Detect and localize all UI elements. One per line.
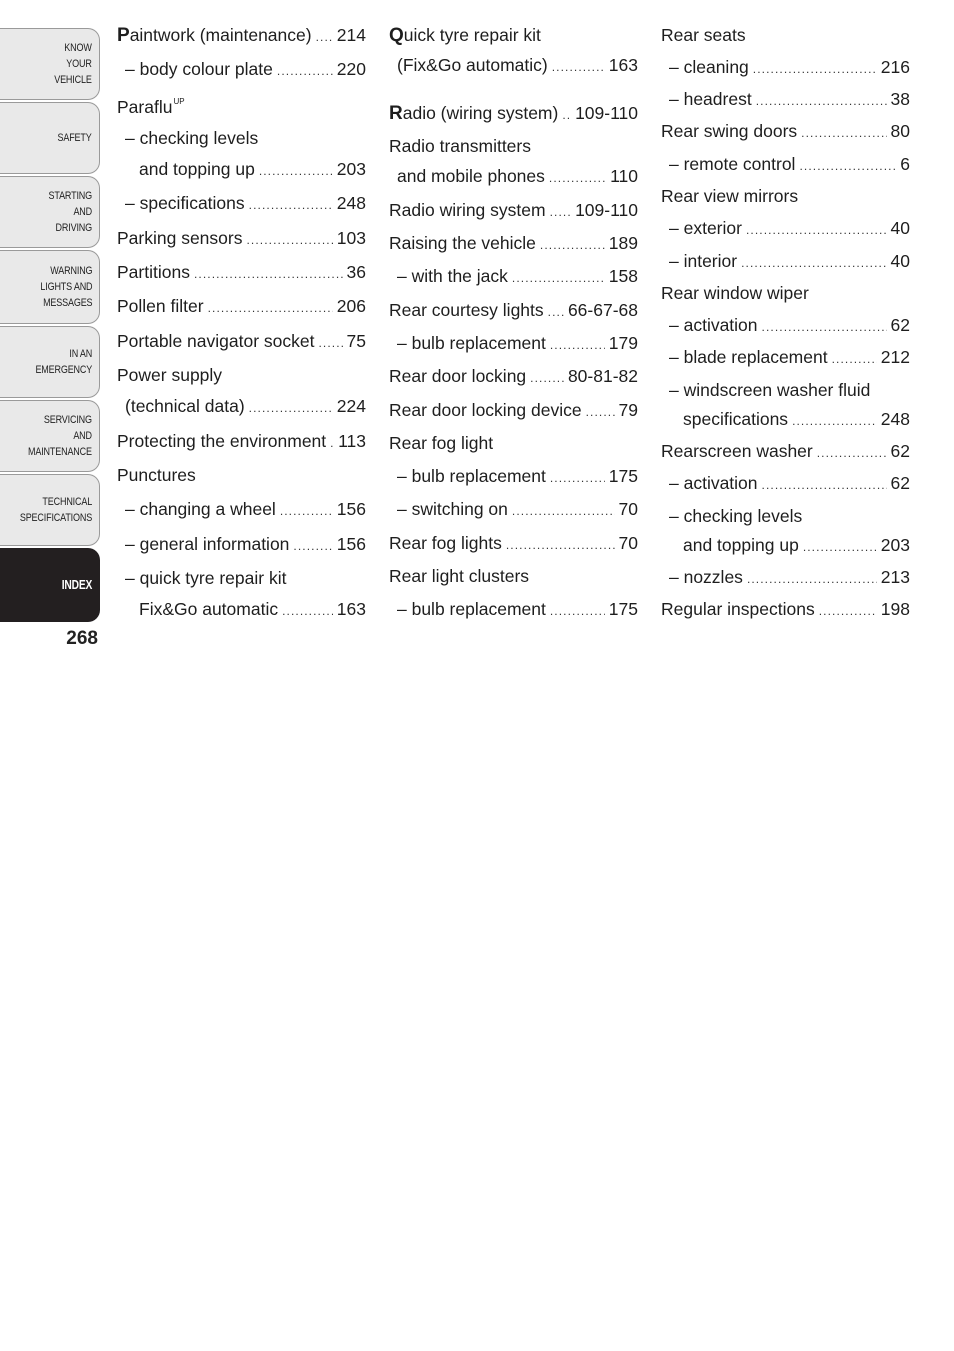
entry-text [125,127,258,149]
entry-label: Power supply [117,365,223,385]
entry-text [389,365,526,387]
tab-servicing[interactable] [0,400,100,472]
entry-label: Rear door locking [389,366,527,386]
entry-label: – nozzles [669,567,743,587]
entry-text [397,54,548,76]
tab-starting-and-driving[interactable] [0,176,100,248]
index-entry[interactable] [669,566,910,588]
entry-text [669,472,758,494]
entry-text [397,165,545,187]
entry-text [117,330,314,352]
dot-leader [249,397,333,419]
index-entry[interactable] [389,232,638,254]
entry-label: Raising the vehicle [389,233,536,253]
tab-label: KNOW YOUR VEHICLE [54,42,92,86]
entry-text [683,534,799,556]
dot-leader [747,568,877,590]
dot-leader [549,167,606,189]
index-entry[interactable] [661,185,910,207]
entry-text [397,332,546,354]
page-ref: 158 [608,266,638,286]
dot-leader [552,56,605,78]
entry-label: Radio wiring system [389,200,546,220]
entry-label: Rear seats [661,25,746,45]
index-entry[interactable] [389,135,638,157]
dot-leader [799,155,896,177]
page-ref: 248 [336,193,366,213]
dot-leader [512,267,605,289]
entry-text [669,505,802,527]
dot-leader [318,332,342,354]
section-initial: R [389,103,403,124]
entry-label: uick tyre repair kit [403,25,541,45]
entry-label: (technical data) [125,396,245,416]
page-ref: 70 [618,499,638,519]
dot-leader [293,535,332,557]
entry-text [397,598,546,620]
tab-index[interactable] [0,548,100,622]
page-ref: 248 [880,409,910,429]
index-entry[interactable] [117,227,366,249]
dot-leader [530,367,564,389]
dot-leader [803,536,877,558]
entry-text [389,532,502,554]
page-ref: 216 [880,57,910,77]
entry-text [389,102,558,125]
index-entry[interactable] [117,430,366,452]
index-entry[interactable] [683,408,910,430]
entry-label: – checking levels [669,506,803,526]
dot-leader [259,160,333,182]
entry-label: adio (wiring system) [402,103,559,123]
entry-text [669,314,758,336]
dot-leader [819,600,877,622]
entry-label: Protecting the environment [117,431,327,451]
page-ref: 224 [336,396,366,416]
index-entry[interactable] [389,299,638,321]
page-ref: 66-67-68 [567,300,638,320]
page-ref: 179 [608,333,638,353]
page-ref: 40 [890,251,910,271]
index-entry[interactable] [389,432,638,454]
page-ref: 212 [880,347,910,367]
dot-leader [280,500,333,522]
tab-label: WARNING LIGHTS AND MESSAGES [40,265,92,309]
entry-text [389,565,529,587]
page-ref: 80 [890,121,910,141]
dot-leader [746,219,887,241]
index-entry[interactable] [669,217,910,239]
entry-text [661,282,809,304]
page-ref: 38 [890,89,910,109]
page-ref: 62 [890,315,910,335]
dot-leader [762,316,887,338]
index-entry[interactable] [389,532,638,554]
entry-text [125,498,276,520]
dot-leader [550,600,605,622]
index-entry[interactable] [669,56,910,78]
entry-label: – cleaning [669,57,749,77]
page-ref: 163 [608,55,638,75]
entry-text [125,58,273,80]
entry-label: Rear door locking device [389,400,582,420]
entry-label: Rear view mirrors [661,186,799,206]
index-entry[interactable] [117,24,366,46]
page-ref: 175 [608,466,638,486]
entry-text [117,91,185,118]
index-entry[interactable] [661,120,910,142]
tab-in-an-emergency[interactable] [0,326,100,398]
section-initial: Q [389,25,404,46]
tab-label: SAFETY [57,132,92,144]
dot-leader [562,104,571,126]
entry-text [117,261,190,283]
index-entry[interactable] [389,102,638,124]
index-entry[interactable] [117,464,366,486]
page-ref: 62 [890,473,910,493]
page-ref: 110 [610,166,638,186]
entry-text [139,158,255,180]
index-entry[interactable] [139,158,366,180]
page-ref: 36 [346,262,366,282]
entry-text [661,24,746,46]
page-ref: 40 [890,218,910,238]
entry-label: Portable navigator socket [117,331,315,351]
entry-label: – quick tyre repair kit [125,568,287,588]
page-ref: 62 [890,441,910,461]
page-ref: 109-110 [575,103,638,123]
dot-leader [586,401,615,423]
index-entry[interactable] [139,598,366,620]
entry-label: Rear light clusters [389,566,530,586]
entry-label: and mobile phones [397,166,545,186]
entry-label: – windscreen washer fluid [669,380,871,400]
index-entry[interactable] [389,24,638,46]
entry-label: specifications [683,409,789,429]
page-ref: 70 [618,533,638,553]
entry-label: (Fix&Go automatic) [397,55,548,75]
index-entry[interactable] [669,88,910,110]
tab-label: TECHNICAL SPECIFICATIONS [19,496,92,524]
index-entry[interactable] [683,534,910,556]
page-ref: 203 [880,535,910,555]
entry-text [389,399,582,421]
entry-label: – general information [125,534,290,554]
index-entry[interactable] [125,192,366,214]
entry-text [139,598,278,620]
entry-text [661,185,798,207]
dot-leader [550,201,571,223]
page-ref: 80-81-82 [567,366,638,386]
dot-leader [540,234,605,256]
entry-text [669,250,737,272]
index-entry[interactable] [117,295,366,317]
dot-leader [194,263,343,285]
page-ref: 175 [608,599,638,619]
dot-leader [550,467,605,489]
index-entry[interactable] [389,199,638,221]
tab-safety[interactable] [0,102,100,174]
tab-label: IN AN EMERGENCY [35,348,92,376]
index-entry[interactable] [125,567,366,589]
entry-text [125,395,245,417]
entry-text [117,364,222,386]
dot-leader [282,600,333,622]
entry-text [669,346,828,368]
index-entry[interactable] [661,440,910,462]
entry-text [389,232,536,254]
entry-label: – bulb replacement [397,466,546,486]
entry-text [397,498,508,520]
index-entry[interactable] [117,91,366,117]
index-entry[interactable] [397,465,638,487]
page-ref: 156 [336,499,366,519]
entry-label: and topping up [683,535,799,555]
entry-text [669,566,743,588]
entry-label: – specifications [125,193,245,213]
entry-label: – switching on [397,499,508,519]
superscript: UP [173,97,185,106]
section-initial: P [117,25,130,46]
dot-leader [506,534,615,556]
entry-label: Parking sensors [117,228,243,248]
page-ref: 156 [336,534,366,554]
entry-text [125,192,245,214]
entry-text [389,135,531,157]
dot-leader [246,229,332,251]
entry-text [661,598,815,620]
dot-leader [832,348,877,370]
tab-label: STARTING AND DRIVING [48,190,92,234]
entry-label: – changing a wheel [125,499,276,519]
index-entry[interactable] [669,153,910,175]
index-entry[interactable] [117,364,366,386]
index-entry[interactable] [397,332,638,354]
index-entry[interactable] [117,261,366,283]
dot-leader [792,410,877,432]
entry-label: – headrest [669,89,752,109]
page-ref: 103 [336,228,366,248]
dot-leader [550,334,605,356]
page-ref: 198 [880,599,910,619]
entry-text [669,217,742,239]
entry-text [389,432,493,454]
entry-label: – activation [669,473,758,493]
entry-text [669,379,870,401]
dot-leader [277,60,333,82]
page-ref: 203 [336,159,366,179]
index-entry[interactable] [669,379,910,401]
index-entry[interactable] [669,505,910,527]
entry-label: Pollen filter [117,296,204,316]
index-entry[interactable] [397,498,638,520]
entry-text [117,227,242,249]
tab-label: SERVICING AND MAINTENANCE [28,414,92,458]
entry-label: – bulb replacement [397,599,546,619]
page-ref: 189 [608,233,638,253]
index-entry[interactable] [669,314,910,336]
entry-text [389,24,541,47]
entry-label: Rear fog light [389,433,494,453]
tab-label: INDEX [61,578,92,592]
entry-text [669,56,749,78]
entry-label: Rear courtesy lights [389,300,544,320]
dot-leader [817,442,887,464]
entry-label: Partitions [117,262,190,282]
index-entry[interactable] [397,54,638,76]
entry-text [117,430,326,452]
index-entry[interactable] [389,565,638,587]
page-ref: 220 [336,59,366,79]
page-ref: 214 [336,25,366,45]
dot-leader [753,58,877,80]
entry-text [389,299,544,321]
index-entry[interactable] [661,24,910,46]
entry-label: Punctures [117,465,196,485]
entry-text [117,24,312,47]
entry-label: Rear window wiper [661,283,809,303]
entry-text [397,465,546,487]
entry-label: – with the jack [397,266,508,286]
page-number: 268 [66,628,98,649]
index-entry[interactable] [661,598,910,620]
entry-text [669,88,752,110]
entry-text [683,408,788,430]
index-entry[interactable] [669,250,910,272]
entry-label: – interior [669,251,738,271]
index-entry[interactable] [397,598,638,620]
dot-leader [208,297,333,319]
entry-text [661,120,797,142]
entry-text [669,153,795,175]
dot-leader [762,474,887,496]
entry-text [117,464,196,486]
dot-leader [512,500,615,522]
entry-text [125,533,289,555]
index-entry[interactable] [669,472,910,494]
index-entry[interactable] [125,533,366,555]
dot-leader [741,252,886,274]
entry-label: and topping up [139,159,255,179]
page-ref: 163 [336,599,366,619]
entry-label: Rear swing doors [661,121,798,141]
page-ref: 213 [880,567,910,587]
entry-label: – blade replacement [669,347,828,367]
page-ref: 109-110 [575,200,638,220]
page-ref: 79 [618,400,638,420]
entry-text [397,265,508,287]
entry-label: – exterior [669,218,742,238]
dot-leader [801,122,886,144]
entry-text [125,567,286,589]
entry-label: Rearscreen washer [661,441,813,461]
entry-label: – activation [669,315,758,335]
dot-leader [316,26,333,48]
tab-technical-specifications[interactable] [0,474,100,546]
dot-leader [330,432,334,454]
index-entry[interactable] [389,399,638,421]
index-entry[interactable] [397,165,638,187]
index-entry[interactable] [125,127,366,149]
index-entry[interactable] [125,395,366,417]
entry-label: Regular inspections [661,599,815,619]
entry-label: Paraflu [117,97,173,117]
page-ref: 113 [338,431,366,451]
entry-label: aintwork (maintenance) [129,25,312,45]
page-ref: 206 [336,296,366,316]
entry-label: – remote control [669,154,796,174]
page-ref: 75 [346,331,366,351]
index-entry[interactable] [389,365,638,387]
page-ref: 6 [900,154,910,174]
index-entry[interactable] [125,58,366,80]
index-entry[interactable] [661,282,910,304]
tab-know-your-vehicle[interactable] [0,28,100,100]
entry-label: Radio transmitters [389,136,531,156]
entry-text [389,199,546,221]
dot-leader [756,90,887,112]
entry-label: – bulb replacement [397,333,546,353]
entry-label: – checking levels [125,128,259,148]
dot-leader [548,301,564,323]
entry-text [117,295,204,317]
dot-leader [249,194,333,216]
index-entry[interactable] [669,346,910,368]
entry-label: – body colour plate [125,59,273,79]
index-entry[interactable] [397,265,638,287]
index-entry[interactable] [125,498,366,520]
entry-label: Rear fog lights [389,533,502,553]
index-entry[interactable] [117,330,366,352]
entry-label: Fix&Go automatic [139,599,279,619]
tab-warning-lights[interactable] [0,250,100,324]
entry-text [661,440,813,462]
